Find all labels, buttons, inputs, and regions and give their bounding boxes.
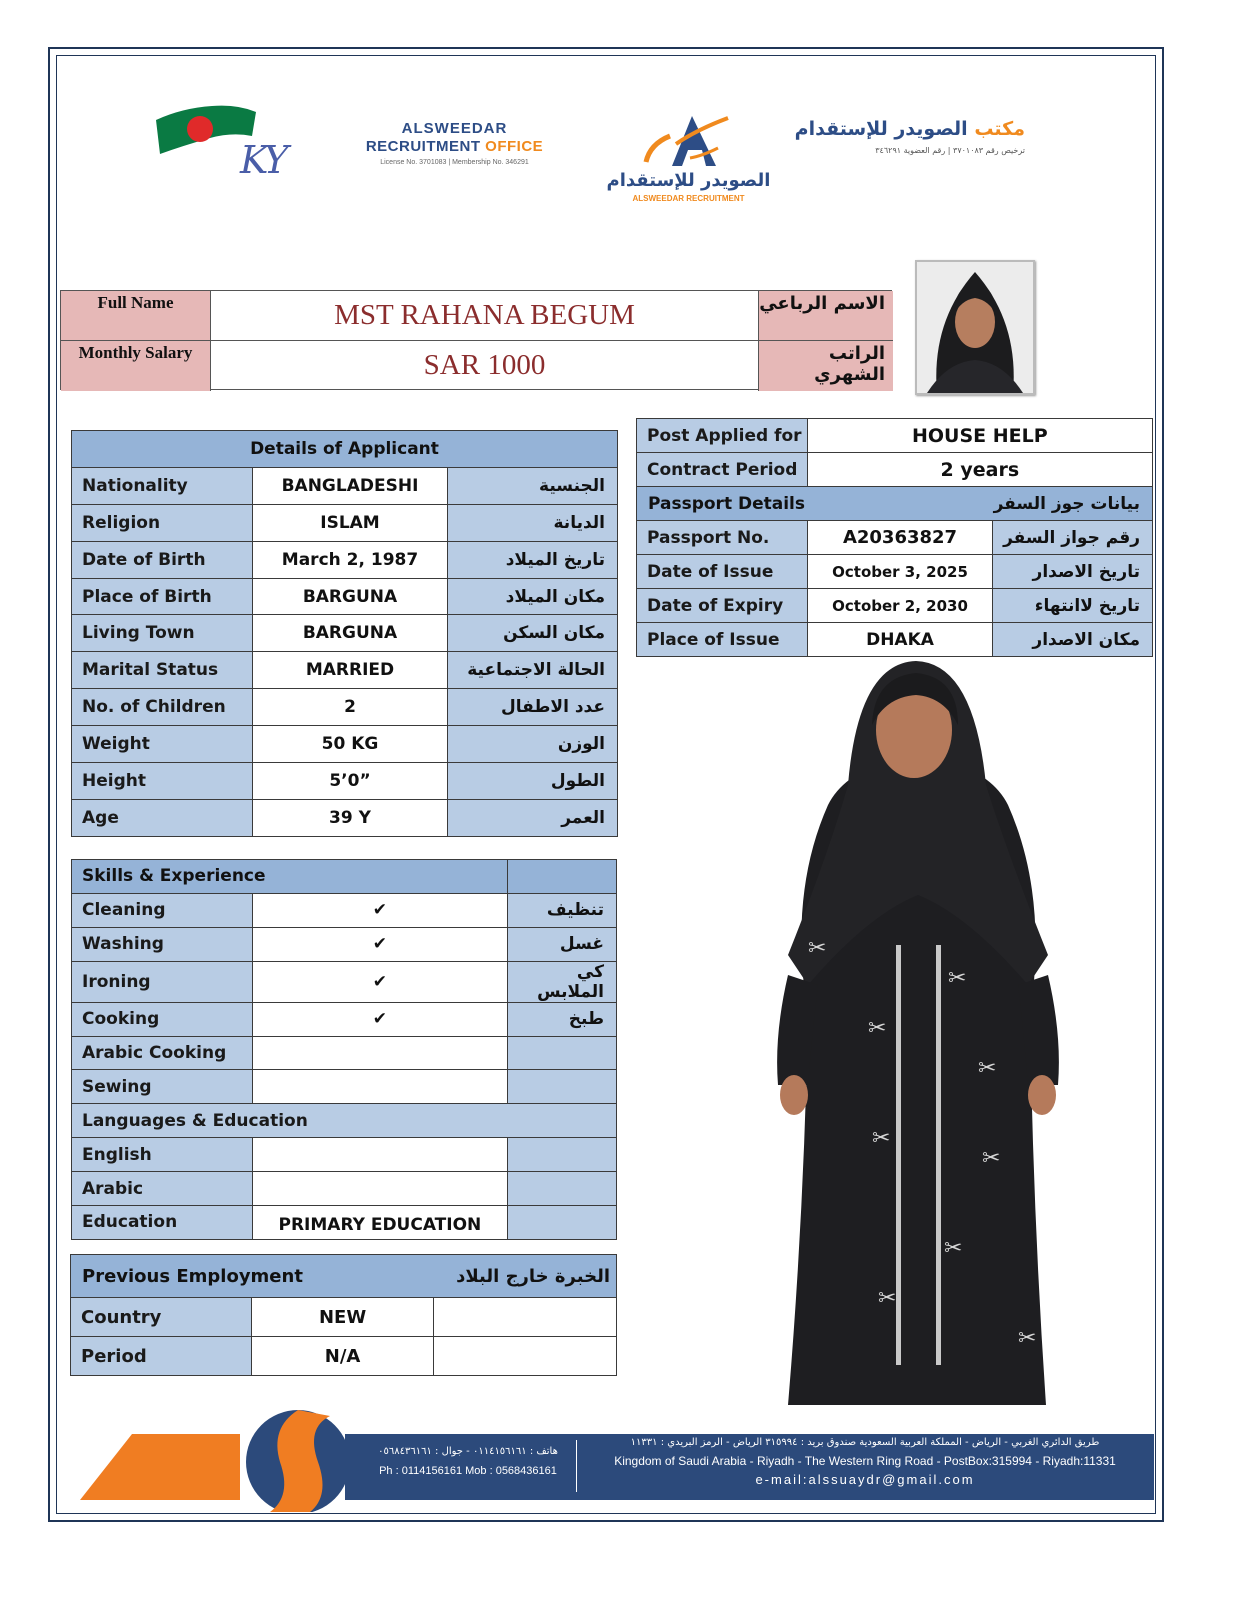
passport-value: DHAKA [807, 623, 993, 657]
language-label-ar [508, 1138, 617, 1172]
detail-label-ar: عدد الاطفال [448, 689, 618, 726]
table-row [72, 652, 618, 689]
previous-label: Country [71, 1298, 252, 1337]
emblem-a-icon [606, 110, 771, 170]
skills-title-blank [508, 860, 617, 894]
applicant-portrait-photo [915, 260, 1035, 395]
office-license-arabic: ترخيص رقم ٣٧٠١٠٨٣ | رقم العضوية ٣٤٦٢٩١ [875, 146, 1025, 155]
table-row [72, 1206, 617, 1240]
contract-period-value: 2 years [807, 453, 1152, 487]
footer-phone-en: Ph : 0114156161 Mob : 0568436161 [379, 1465, 557, 1477]
passport-value: A20363827 [807, 521, 993, 555]
skill-label: Sewing [72, 1070, 253, 1104]
education-value: PRIMARY EDUCATION [252, 1206, 507, 1240]
passport-value: October 3, 2025 [807, 555, 993, 589]
svg-text:✂: ✂ [872, 1126, 891, 1151]
detail-label-ar: مكان الميلاد [448, 578, 618, 615]
detail-label-ar: تاريخ الميلاد [448, 541, 618, 578]
passport-label-ar: مكان الاصدار [993, 623, 1153, 657]
skill-check [252, 1070, 507, 1104]
office-name-line1: ALSWEEDAR [401, 120, 508, 137]
office-name-line2 [352, 138, 557, 155]
table-row [637, 521, 1153, 555]
office-name-arabic-main: الصويدر للإستقدام [794, 118, 968, 140]
table-row [72, 961, 617, 1002]
post-applied-value: HOUSE HELP [807, 419, 1152, 453]
table-row [72, 1172, 617, 1206]
detail-label: Height [72, 763, 253, 800]
skill-label-ar: تنظيف [508, 893, 617, 927]
skill-label: Arabic Cooking [72, 1036, 253, 1070]
table-row [72, 689, 618, 726]
ky-logo: KY [240, 138, 285, 182]
passport-label: Place of Issue [637, 623, 808, 657]
applicant-full-photo [768, 655, 1068, 1435]
svg-text:✂: ✂ [982, 1146, 1001, 1171]
detail-value: 2 [252, 689, 448, 726]
education-label-ar [508, 1206, 617, 1240]
previous-employment-table [70, 1254, 617, 1376]
passport-details-header [637, 487, 1153, 521]
footer-address-en: Kingdom of Saudi Arabia - Riyadh - The Western Ring Road - PostBox:315994 - Riyadh:11331 [614, 1454, 1116, 1468]
post-applied-label: Post Applied for [637, 419, 808, 453]
svg-text:✂: ✂ [944, 1236, 963, 1261]
previous-employment-title-ar: الخبرة خارج البلاد [456, 1265, 610, 1287]
table-row [637, 589, 1153, 623]
skill-label-ar: طبخ [508, 1002, 617, 1036]
skill-label-ar [508, 1070, 617, 1104]
languages-title: Languages & Education [72, 1104, 617, 1138]
office-name-arabic [790, 118, 1025, 140]
svg-text:✂: ✂ [808, 936, 827, 961]
skills-table [71, 859, 617, 1240]
skill-label: Cooking [72, 1002, 253, 1036]
table-row [72, 1138, 617, 1172]
table-row [72, 1070, 617, 1104]
detail-label-ar: مكان السكن [448, 615, 618, 652]
detail-value: ISLAM [252, 504, 448, 541]
table-row [72, 1036, 617, 1070]
language-value [252, 1138, 507, 1172]
emblem-arabic-name: الصويدر للإستقدام [606, 170, 771, 191]
detail-value: BANGLADESHI [252, 467, 448, 504]
passport-label: Date of Issue [637, 555, 808, 589]
office-logo-en [352, 120, 557, 166]
detail-label-ar: الحالة الاجتماعية [448, 652, 618, 689]
office-logo-ar [790, 118, 1025, 155]
detail-label-ar: الجنسية [448, 467, 618, 504]
skill-label-ar [508, 1036, 617, 1070]
svg-text:✂: ✂ [868, 1016, 887, 1041]
skill-label-ar: غسل [508, 927, 617, 961]
full-name-label: Full Name [61, 291, 211, 341]
office-name-office: OFFICE [485, 138, 544, 155]
skill-check: ✔ [252, 927, 507, 961]
skill-check: ✔ [252, 893, 507, 927]
passport-details-title: Passport Details [648, 493, 806, 514]
emblem-english-name: ALSWEEDAR RECRUITMENT [632, 194, 745, 203]
svg-text:✂: ✂ [878, 1286, 897, 1311]
passport-details-title-ar: بيانات جوز السفر [993, 493, 1140, 514]
table-row [637, 555, 1153, 589]
detail-label: Age [72, 799, 253, 836]
detail-label: Date of Birth [72, 541, 253, 578]
salary-label-ar: الراتب الشهري [759, 341, 893, 391]
salary-label: Monthly Salary [61, 341, 211, 391]
skill-label: Cleaning [72, 893, 253, 927]
table-row [72, 467, 618, 504]
detail-value: 5’0” [252, 763, 448, 800]
detail-value: March 2, 1987 [252, 541, 448, 578]
language-value [252, 1172, 507, 1206]
detail-label: No. of Children [72, 689, 253, 726]
detail-label: Marital Status [72, 652, 253, 689]
detail-value: 50 KG [252, 726, 448, 763]
table-row [72, 893, 617, 927]
applicant-details-table [71, 430, 618, 837]
education-label: Education [72, 1206, 253, 1240]
emblem-logo [606, 110, 771, 210]
table-row [72, 763, 618, 800]
table-row [72, 726, 618, 763]
office-name-recruitment: RECRUITMENT [365, 138, 486, 155]
footer-logo-graphic [80, 1408, 370, 1512]
table-row [72, 799, 618, 836]
detail-value: BARGUNA [252, 578, 448, 615]
table-row [72, 578, 618, 615]
footer-email: e-mail:alssuaydr@gmail.com [755, 1472, 975, 1487]
table-row [71, 1298, 617, 1337]
previous-extra [434, 1337, 617, 1376]
previous-value: NEW [251, 1298, 434, 1337]
office-license: License No. 3701083 | Membership No. 346291 [380, 159, 529, 166]
detail-label: Weight [72, 726, 253, 763]
detail-label: Religion [72, 504, 253, 541]
contract-period-label: Contract Period [637, 453, 808, 487]
previous-value: N/A [251, 1337, 434, 1376]
full-name-label-ar: الاسم الرباعي [759, 291, 893, 341]
identity-table [60, 290, 892, 390]
previous-label: Period [71, 1337, 252, 1376]
language-label: English [72, 1138, 253, 1172]
detail-label: Living Town [72, 615, 253, 652]
detail-value: BARGUNA [252, 615, 448, 652]
table-row [637, 623, 1153, 657]
full-name-value: MST RAHANA BEGUM [211, 291, 759, 341]
svg-text:✂: ✂ [1018, 1326, 1037, 1351]
previous-employment-title: Previous Employment [82, 1265, 303, 1287]
passport-label: Date of Expiry [637, 589, 808, 623]
detail-label-ar: الديانة [448, 504, 618, 541]
detail-label: Nationality [72, 467, 253, 504]
language-label-ar [508, 1172, 617, 1206]
footer-divider [576, 1440, 577, 1492]
applicant-details-title: Details of Applicant [72, 431, 618, 468]
skill-check: ✔ [252, 961, 507, 1002]
detail-label-ar: العمر [448, 799, 618, 836]
skill-check: ✔ [252, 1002, 507, 1036]
salary-value: SAR 1000 [211, 341, 759, 391]
skill-label: Ironing [72, 961, 253, 1002]
passport-label-ar: رقم جواز السفر [993, 521, 1153, 555]
footer-contact [368, 1446, 568, 1477]
footer-phone-ar: هاتف : ٠١١٤١٥٦١٦١ - جوال : ٠٥٦٨٤٣٦١٦١ [378, 1446, 558, 1457]
svg-text:✂: ✂ [948, 966, 967, 991]
table-row [72, 504, 618, 541]
table-row [71, 1337, 617, 1376]
previous-extra [434, 1298, 617, 1337]
svg-text:✂: ✂ [978, 1056, 997, 1081]
detail-label-ar: الطول [448, 763, 618, 800]
skills-title: Skills & Experience [72, 860, 508, 894]
passport-value: October 2, 2030 [807, 589, 993, 623]
passport-label-ar: تاريخ لاانتهاء [993, 589, 1153, 623]
table-row [72, 541, 618, 578]
skill-check [252, 1036, 507, 1070]
passport-label: Passport No. [637, 521, 808, 555]
footer-address [585, 1437, 1145, 1487]
language-label: Arabic [72, 1172, 253, 1206]
detail-value: 39 Y [252, 799, 448, 836]
detail-label: Place of Birth [72, 578, 253, 615]
table-row [72, 615, 618, 652]
office-name-arabic-maktab: مكتب [967, 118, 1025, 140]
detail-value: MARRIED [252, 652, 448, 689]
footer-address-ar: طريق الدائري الغربي - الرياض - المملكة العربية السعودية صندوق بريد : ٣١٥٩٩٤ الرياض - الرمز البريدي : ١١٣٣١ [630, 1437, 1100, 1448]
previous-employment-header [71, 1255, 617, 1298]
detail-label-ar: الوزن [448, 726, 618, 763]
table-row [72, 927, 617, 961]
table-row [72, 1002, 617, 1036]
skill-label: Washing [72, 927, 253, 961]
skill-label-ar: كي الملابس [508, 961, 617, 1002]
passport-label-ar: تاريخ الاصدار [993, 555, 1153, 589]
post-passport-table [636, 418, 1153, 657]
